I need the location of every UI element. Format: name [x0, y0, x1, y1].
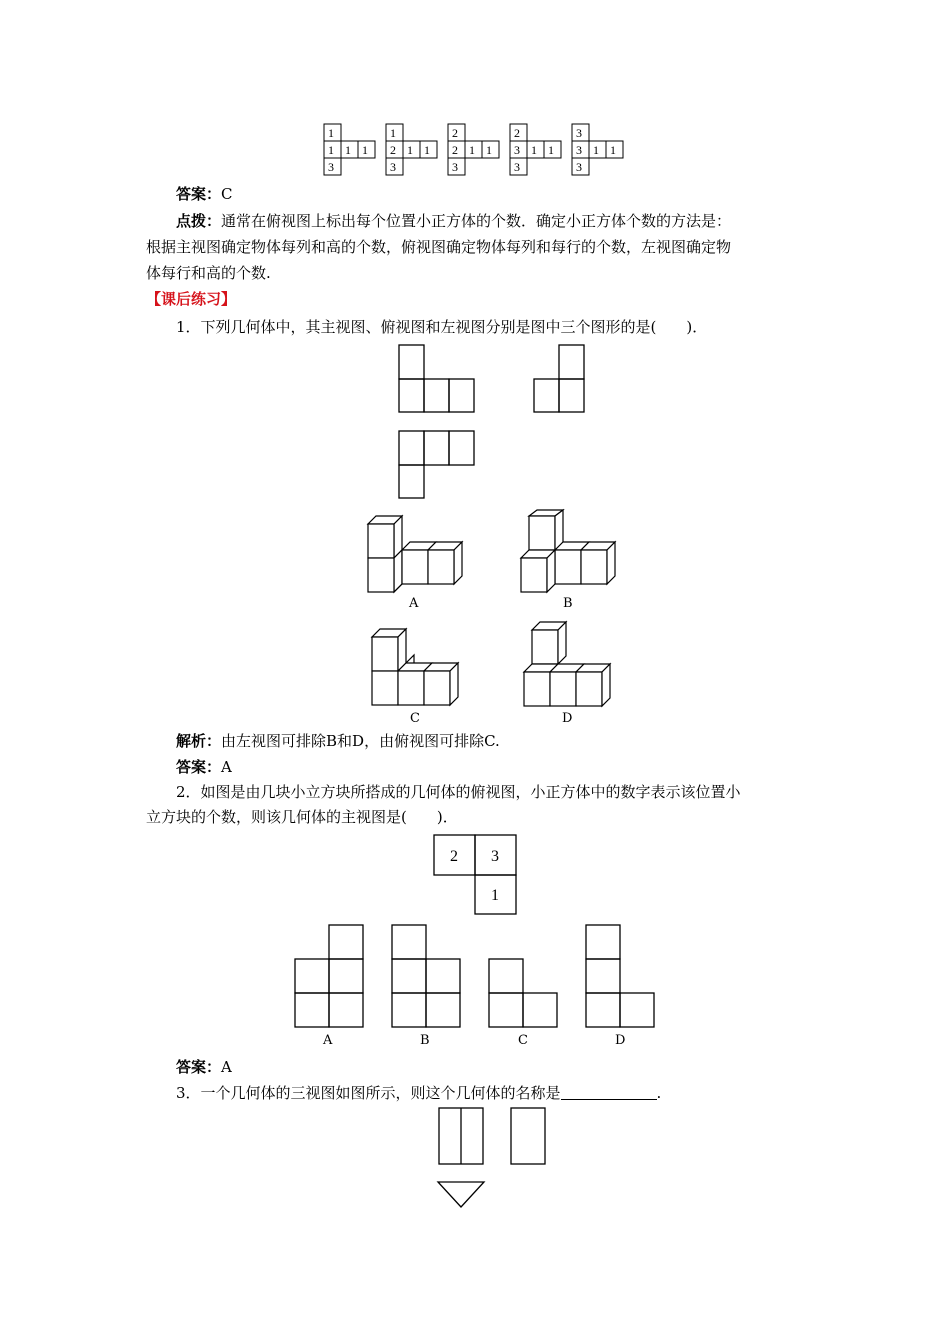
q1-option-a-label: A — [409, 596, 419, 611]
grid-3-cell: 2 — [452, 126, 458, 140]
q2-top-view-figure — [433, 834, 519, 916]
grid-2-cell: 1 — [424, 143, 430, 157]
q2-cell-value: 3 — [491, 848, 499, 865]
grid-1-cell: 1 — [328, 143, 334, 157]
q2-option-d-figure — [585, 924, 657, 1030]
grid-2-cell: 3 — [390, 160, 396, 174]
grid-5-cell: 3 — [576, 126, 582, 140]
q1-left-view — [533, 344, 593, 414]
answer-label: 答案： — [176, 1058, 222, 1076]
q2-cell-value: 2 — [450, 848, 458, 865]
grid-2-cell: 1 — [390, 126, 396, 140]
q3-side-view — [510, 1107, 548, 1167]
grid-3-cell: 2 — [452, 143, 458, 157]
grid-3-cell: 1 — [486, 143, 492, 157]
q1-option-b-figure — [515, 510, 625, 595]
q2-option-c-label: C — [518, 1033, 528, 1048]
q2-option-a-figure — [294, 924, 366, 1030]
grid-5-cell: 1 — [610, 143, 616, 157]
grid-1-cell: 1 — [362, 143, 368, 157]
section-heading: 【课后练习】 — [146, 290, 237, 308]
answer-line-3 — [176, 1055, 232, 1079]
grid-2-cell: 2 — [390, 143, 396, 157]
grid-4-cell: 2 — [514, 126, 520, 140]
q1-option-d-label: D — [562, 711, 573, 726]
grid-2-cell: 1 — [407, 143, 413, 157]
grid-5-cell: 3 — [576, 160, 582, 174]
hint-line-3: 体每行和高的个数. — [146, 264, 271, 282]
analysis-line — [176, 729, 500, 753]
q2-option-b-label: B — [420, 1033, 430, 1048]
hint-label: 点拨： — [176, 212, 222, 230]
analysis-text: 由左视图可排除B和D，由俯视图可排除C. — [221, 732, 500, 750]
q1-option-b-label: B — [563, 596, 573, 611]
grid-1 — [324, 124, 375, 175]
analysis-label: 解析： — [176, 732, 222, 750]
q1-main-view — [398, 344, 478, 414]
q2-cell-value: 1 — [491, 887, 499, 904]
grid-2 — [386, 124, 437, 175]
answer-value: C — [221, 185, 233, 203]
question-3-text: 3．一个几何体的三视图如图所示，则这个几何体的名称是 — [176, 1084, 561, 1102]
answer-line-1 — [176, 182, 233, 206]
q2-option-b-figure — [391, 924, 463, 1030]
q3-top-view — [437, 1181, 487, 1211]
grid-5-cell: 3 — [576, 143, 582, 157]
grid-5-cell: 1 — [593, 143, 599, 157]
grid-4-cell: 1 — [548, 143, 554, 157]
question-2-line-1: 2．如图是由几块小立方块所搭成的几何体的俯视图，小正方体中的数字表示该位置小 — [176, 783, 741, 801]
grid-4-cell: 3 — [514, 143, 520, 157]
hint-line-1 — [176, 209, 731, 233]
question-1-text: 1．下列几何体中，其主视图、俯视图和左视图分别是图中三个图形的是( )． — [176, 318, 708, 336]
hint-line-2: 根据主视图确定物体每列和高的个数，俯视图确定物体每列和每行的个数，左视图确定物 — [146, 238, 732, 256]
grid-3-cell: 3 — [452, 160, 458, 174]
q1-option-d-figure — [518, 622, 628, 710]
question-2-line-2: 立方块的个数，则该几何体的主视图是( )． — [146, 808, 458, 826]
q2-option-a-label: A — [323, 1033, 333, 1048]
grid-5 — [572, 124, 623, 175]
grid-3-cell: 1 — [469, 143, 475, 157]
answer-blank[interactable] — [561, 1085, 657, 1100]
answer-label: 答案： — [176, 758, 222, 776]
answer-value: A — [221, 758, 232, 776]
answer-line-2 — [176, 755, 232, 779]
q1-option-c-label: C — [410, 711, 420, 726]
q1-option-a-figure — [362, 510, 472, 595]
answer-label: 答案： — [176, 185, 222, 203]
top-grids-figure — [320, 122, 640, 178]
question-3-period: . — [656, 1084, 662, 1102]
q2-option-d-label: D — [615, 1033, 626, 1048]
q1-option-c-figure — [366, 625, 476, 710]
grid-3 — [448, 124, 499, 175]
q3-front-view — [438, 1107, 486, 1167]
q1-top-view — [398, 430, 478, 500]
grid-4-cell: 1 — [531, 143, 537, 157]
question-3-line — [176, 1081, 661, 1105]
answer-value: A — [221, 1058, 232, 1076]
grid-1-cell: 1 — [345, 143, 351, 157]
grid-1-cell: 3 — [328, 160, 334, 174]
hint-text-1: 通常在俯视图上标出每个位置小正方体的个数．确定小正方体个数的方法是： — [221, 212, 732, 230]
grid-1-cell: 1 — [328, 126, 334, 140]
grid-4 — [510, 124, 561, 175]
q2-option-c-figure — [488, 958, 560, 1030]
grid-4-cell: 3 — [514, 160, 520, 174]
